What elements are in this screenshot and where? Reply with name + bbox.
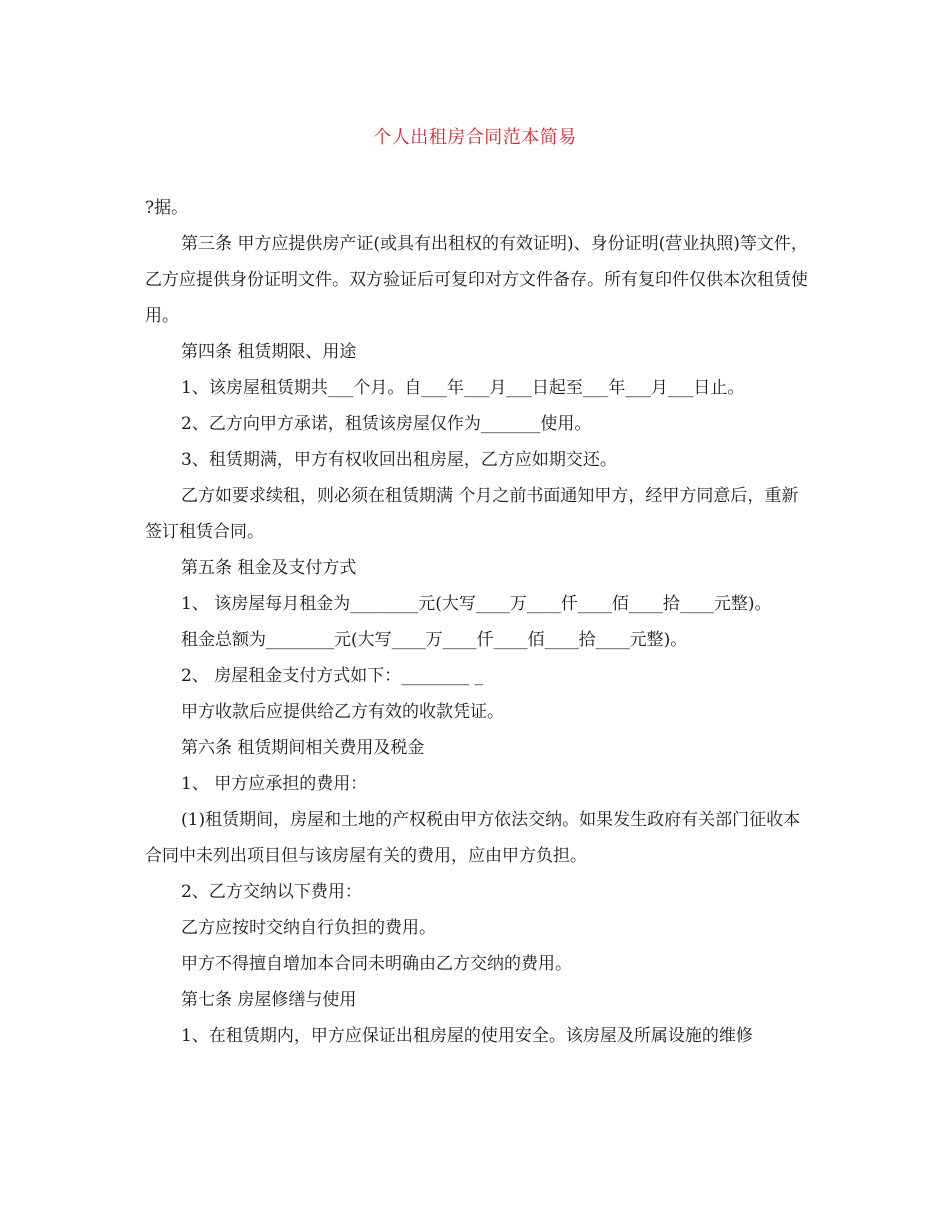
- paragraph: 2、乙方交纳以下费用：: [181, 882, 362, 902]
- paragraph: 1、在租赁期内，甲方应保证出租房屋的使用安全。该房屋及所属设施的维修: [181, 1026, 753, 1046]
- paragraph: 租金总额为________元(大写____万____仟____佰____拾____元整)。: [181, 630, 688, 650]
- paragraph: 第三条 甲方应提供房产证(或具有出租权的有效证明)、身份证明(营业执照)等文件，乙方应提供身份证明文件。双方验证后可复印对方文件备存。所有复印件仅供本次租赁使用。: [145, 234, 808, 326]
- document-body: [145, 190, 815, 1054]
- paragraph: 第四条 租赁期限、用途: [181, 342, 357, 362]
- paragraph: 乙方如要求续租，则必须在租赁期满 个月之前书面通知甲方，经甲方同意后，重新签订租赁合同。: [145, 486, 799, 542]
- paragraph: 2、乙方向甲方承诺，租赁该房屋仅作为_______使用。: [181, 414, 592, 434]
- paragraph: 第七条 房屋修缮与使用: [181, 990, 357, 1010]
- paragraph: 3、租赁期满，甲方有权收回出租房屋，乙方应如期交还。: [181, 450, 617, 470]
- paragraph: 1、 甲方应承担的费用：: [181, 774, 368, 794]
- paragraph: 2、 房屋租金支付方式如下：________ _: [181, 666, 484, 686]
- paragraph: 1、该房屋租赁期共___个月。自___年___月___日起至___年___月___日止。: [181, 378, 745, 398]
- paragraph: 1、 该房屋每月租金为________元(大写____万____仟____佰____拾____元整)。: [181, 594, 772, 614]
- paragraph: (1)租赁期间，房屋和土地的产权税由甲方依法交纳。如果发生政府有关部门征收本合同中未列出项目但与该房屋有关的费用，应由甲方负担。: [145, 810, 801, 866]
- paragraph: ?据。: [145, 198, 189, 218]
- paragraph: 甲方不得擅自增加本合同未明确由乙方交纳的费用。: [181, 954, 572, 974]
- paragraph: 第五条 租金及支付方式: [181, 558, 357, 578]
- paragraph: 甲方收款后应提供给乙方有效的收款凭证。: [181, 702, 504, 722]
- paragraph: 乙方应按时交纳自行负担的费用。: [181, 918, 436, 938]
- paragraph: 第六条 租赁期间相关费用及税金: [181, 738, 425, 758]
- document-title: 个人出租房合同范本简易: [373, 127, 577, 148]
